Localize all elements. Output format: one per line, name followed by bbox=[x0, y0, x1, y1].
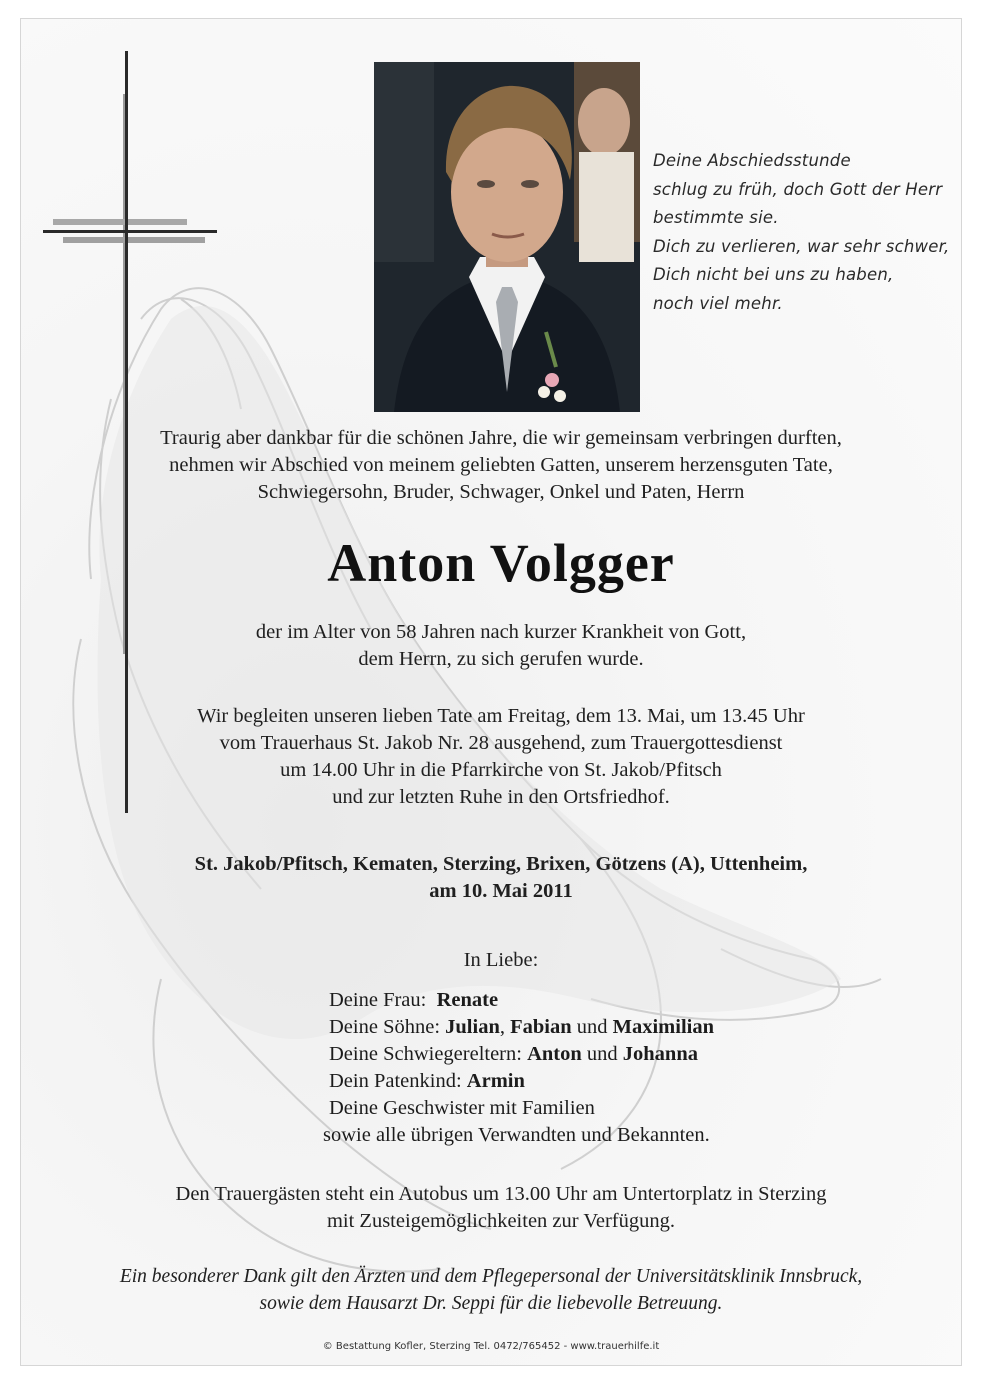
age-line: dem Herrn, zu sich gerufen wurde. bbox=[358, 648, 644, 670]
wife-name: Renate bbox=[436, 989, 499, 1011]
family-list bbox=[323, 987, 809, 1149]
funeral-details bbox=[61, 703, 941, 811]
poem-line: Deine Abschiedsstunde bbox=[653, 151, 851, 170]
obituary-card bbox=[20, 18, 962, 1366]
sons-label: Deine Söhne: bbox=[329, 1016, 441, 1038]
bus-notice bbox=[61, 1181, 941, 1235]
cross-horizontal-beam bbox=[43, 230, 217, 233]
inlaw-name: Anton bbox=[527, 1043, 582, 1065]
intro-line: nehmen wir Abschied von meinem geliebten Gatten, unserem herzensguten Tate, bbox=[169, 454, 833, 476]
in-liebe-heading: In Liebe: bbox=[463, 949, 539, 971]
poem-line: noch viel mehr. bbox=[653, 293, 783, 313]
bus-line: Den Trauergästen steht ein Autobus um 13.00 Uhr am Untertorplatz in Sterzing bbox=[175, 1183, 827, 1205]
godchild-name: Armin bbox=[466, 1070, 525, 1092]
son-name: Maximilian bbox=[612, 1016, 714, 1038]
date-line: am 10. Mai 2011 bbox=[429, 880, 573, 902]
funeral-line: und zur letzten Ruhe in den Ortsfriedhof. bbox=[332, 786, 670, 808]
age-text bbox=[61, 619, 941, 673]
family-row-siblings: Deine Geschwister mit Familien bbox=[329, 1097, 595, 1119]
godchild-label: Dein Patenkind: bbox=[329, 1070, 462, 1092]
conjunction: und bbox=[586, 1043, 618, 1065]
poem-line: Dich nicht bei uns zu haben, bbox=[653, 265, 894, 284]
poem-line: bestimmte sie. bbox=[653, 208, 779, 227]
son-name: Fabian bbox=[510, 1016, 572, 1038]
funeral-home-footer: © Bestattung Kofler, Sterzing Tel. 0472/765452 - www.trauerhilfe.it bbox=[322, 1341, 660, 1352]
thanks-line: Ein besonderer Dank gilt den Ärzten und dem Pflegepersonal der Universitätsklinik Innsbruck, bbox=[119, 1266, 863, 1287]
poem bbox=[653, 147, 953, 318]
intro-line: Traurig aber dankbar für die schönen Jahre, die wir gemeinsam verbringen durften, bbox=[160, 427, 842, 449]
family-row-wife bbox=[329, 987, 809, 1014]
family-row-others: sowie alle übrigen Verwandten und Bekannten. bbox=[323, 1124, 710, 1146]
deceased-name: Anton Volgger bbox=[327, 533, 675, 593]
cross-shadow-horizontal bbox=[53, 219, 187, 225]
family-row-inlaws bbox=[329, 1041, 809, 1068]
funeral-line: Wir begleiten unseren lieben Tate am Freitag, dem 13. Mai, um 13.45 Uhr bbox=[197, 705, 805, 727]
portrait-photo bbox=[374, 62, 640, 412]
conjunction: und bbox=[576, 1016, 608, 1038]
intro-line: Schwiegersohn, Bruder, Schwager, Onkel und Paten, Herrn bbox=[257, 481, 745, 503]
son-name: Julian bbox=[445, 1016, 500, 1038]
intro-text bbox=[61, 425, 941, 506]
places-line: St. Jakob/Pfitsch, Kematen, Sterzing, Brixen, Götzens (A), Uttenheim, bbox=[194, 853, 808, 875]
funeral-line: vom Trauerhaus St. Jakob Nr. 28 ausgehend, zum Trauergottesdienst bbox=[219, 732, 783, 754]
inlaw-name: Johanna bbox=[622, 1043, 698, 1065]
poem-line: Dich zu verlieren, war sehr schwer, bbox=[653, 236, 950, 256]
poem-line: schlug zu früh, doch Gott der Herr bbox=[653, 179, 943, 199]
places-and-date bbox=[61, 851, 941, 905]
wife-label: Deine Frau: bbox=[329, 989, 427, 1011]
family-row-godchild bbox=[329, 1068, 809, 1095]
age-line: der im Alter von 58 Jahren nach kurzer Krankheit von Gott, bbox=[255, 621, 747, 643]
funeral-line: um 14.00 Uhr in die Pfarrkirche von St. Jakob/Pfitsch bbox=[280, 759, 722, 781]
thanks-line: sowie dem Hausarzt Dr. Seppi für die liebevolle Betreuung. bbox=[259, 1293, 723, 1314]
thanks-note bbox=[51, 1263, 931, 1317]
inlaws-label: Deine Schwiegereltern: bbox=[329, 1043, 522, 1065]
family-row-sons: Deine Söhne: Julian, Fabian und Maximilian bbox=[329, 1016, 714, 1038]
bus-line: mit Zusteigemöglichkeiten zur Verfügung. bbox=[326, 1210, 676, 1232]
cross-shadow-horizontal-lower bbox=[63, 237, 205, 243]
